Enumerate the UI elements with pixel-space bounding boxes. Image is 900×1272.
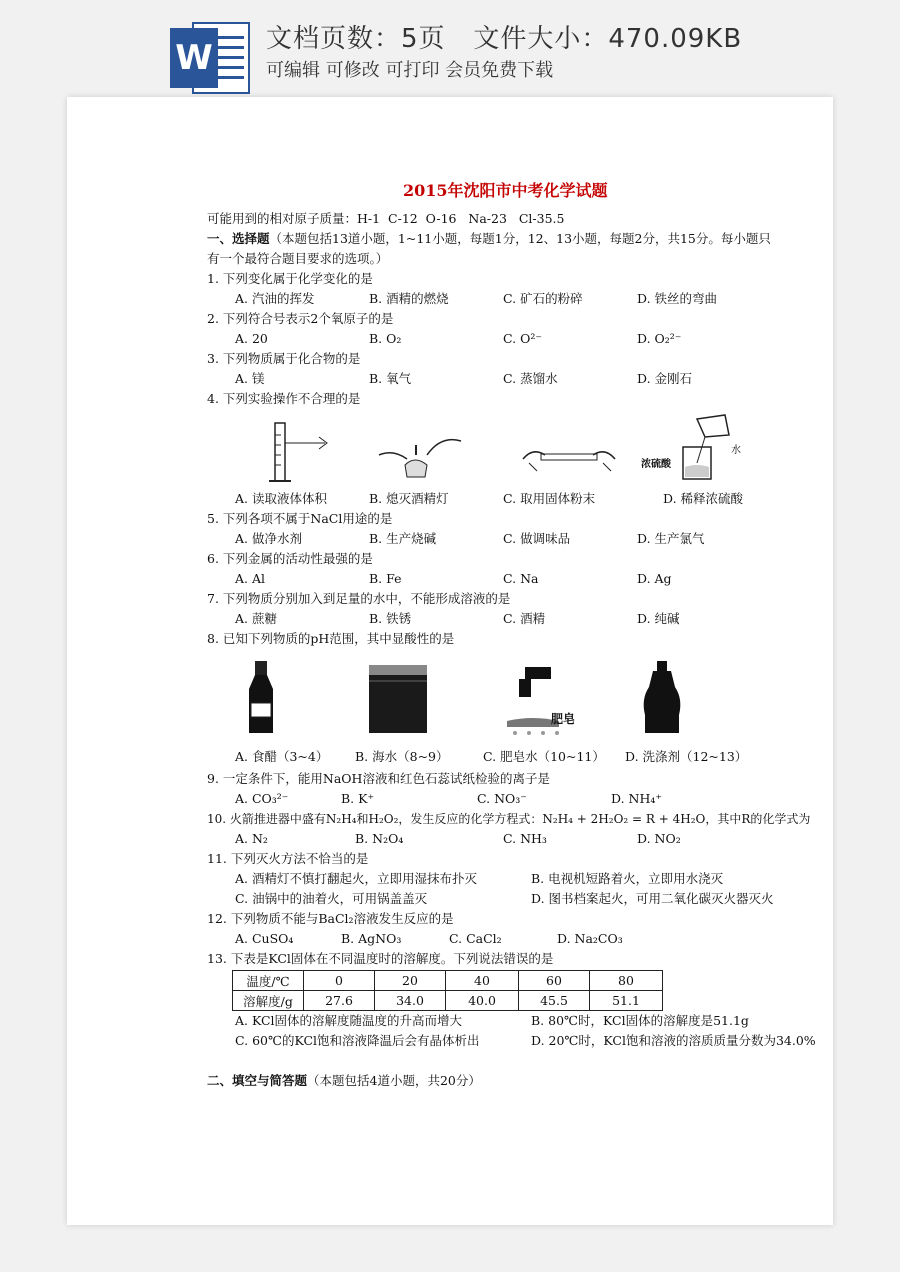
q1-option-b: B. 酒精的燃烧 bbox=[369, 291, 449, 306]
q12-option-a: A. CuSO₄ bbox=[235, 931, 294, 946]
vinegar-bottle-figure bbox=[241, 659, 281, 737]
q6-option-d: D. Ag bbox=[637, 571, 672, 586]
q12-option-c: C. CaCl₂ bbox=[449, 931, 502, 946]
table-cell: 60 bbox=[519, 971, 590, 991]
test-tube-powder-figure bbox=[519, 437, 619, 477]
q9-option-c: C. NO₃⁻ bbox=[477, 791, 527, 806]
q6-option-a: A. Al bbox=[235, 571, 265, 586]
table-cell: 40 bbox=[446, 971, 519, 991]
document-page bbox=[67, 97, 833, 1225]
q9-stem: 9. 一定条件下，能用NaOH溶液和红色石蕊试纸检验的离子是 bbox=[207, 771, 550, 786]
q7-stem: 7. 下列物质分别加入到足量的水中，不能形成溶液的是 bbox=[207, 591, 511, 606]
q12-option-b: B. AgNO₃ bbox=[341, 931, 402, 946]
q11-option-a: A. 酒精灯不慎打翻起火，立即用湿抹布扑灭 bbox=[235, 871, 477, 886]
q2-option-a: A. 20 bbox=[235, 331, 268, 346]
table-row bbox=[233, 991, 663, 1011]
table-cell: 34.0 bbox=[375, 991, 446, 1011]
seawater-figure bbox=[367, 663, 429, 735]
q1-option-a: A. 汽油的挥发 bbox=[235, 291, 315, 306]
file-features: 可编辑 可修改 可打印 会员免费下载 bbox=[266, 60, 554, 81]
concentrated-acid-label: 浓硫酸 bbox=[641, 459, 671, 470]
doc-title: 2015年沈阳市中考化学试题 bbox=[403, 181, 608, 200]
q8-option-b: B. 海水（8~9） bbox=[355, 749, 449, 764]
section1-heading: 一、选择题（本题包括13道小题，1~11小题，每题1分，12、13小题，每题2分，共15分。每小题只 bbox=[207, 231, 771, 246]
table-cell: 0 bbox=[304, 971, 375, 991]
q9-option-d: D. NH₄⁺ bbox=[611, 791, 662, 806]
q9-option-a: A. CO₃²⁻ bbox=[235, 791, 289, 806]
q6-option-b: B. Fe bbox=[369, 571, 402, 586]
q12-option-d: D. Na₂CO₃ bbox=[557, 931, 623, 946]
q3-option-d: D. 金刚石 bbox=[637, 371, 693, 386]
q5-option-d: D. 生产氯气 bbox=[637, 531, 705, 546]
q13-option-a: A. KCl固体的溶解度随温度的升高而增大 bbox=[235, 1013, 463, 1028]
q10-option-d: D. NO₂ bbox=[637, 831, 681, 846]
q5-stem: 5. 下列各项不属于NaCl用途的是 bbox=[207, 511, 393, 526]
q5-option-c: C. 做调味品 bbox=[503, 531, 571, 546]
q13-option-d: D. 20℃时，KCl饱和溶液的溶质质量分数为34.0% bbox=[531, 1033, 816, 1048]
q7-option-d: D. 纯碱 bbox=[637, 611, 680, 626]
q7-option-b: B. 铁锈 bbox=[369, 611, 412, 626]
download-banner bbox=[0, 0, 900, 96]
table-cell: 温度/℃ bbox=[233, 971, 304, 991]
table-cell: 40.0 bbox=[446, 991, 519, 1011]
q12-stem: 12. 下列物质不能与BaCl₂溶液发生反应的是 bbox=[207, 911, 454, 926]
file-info: 文档页数：5页 文件大小：470.09KB bbox=[266, 24, 743, 54]
table-cell: 45.5 bbox=[519, 991, 590, 1011]
q3-stem: 3. 下列物质属于化合物的是 bbox=[207, 351, 361, 366]
q13-option-b: B. 80℃时，KCl固体的溶解度是51.1g bbox=[531, 1013, 749, 1028]
q6-option-c: C. Na bbox=[503, 571, 539, 586]
q6-stem: 6. 下列金属的活动性最强的是 bbox=[207, 551, 373, 566]
q11-option-d: D. 图书档案起火，可用二氧化碳灭火器灭火 bbox=[531, 891, 774, 906]
q5-option-a: A. 做净水剂 bbox=[235, 531, 302, 546]
q4-option-a: A. 读取液体体积 bbox=[235, 491, 327, 506]
q3-option-c: C. 蒸馏水 bbox=[503, 371, 558, 386]
alcohol-lamp-figure bbox=[375, 425, 465, 485]
q13-stem: 13. 下表是KCl固体在不同温度时的溶解度。下列说法错误的是 bbox=[207, 951, 554, 966]
detergent-bottle-figure bbox=[639, 659, 685, 737]
q11-stem: 11. 下列灭火方法不恰当的是 bbox=[207, 851, 369, 866]
q8-option-c: C. 肥皂水（10~11） bbox=[483, 749, 605, 764]
kcl-solubility-table bbox=[232, 970, 663, 1011]
q4-stem: 4. 下列实验操作不合理的是 bbox=[207, 391, 361, 406]
q7-option-c: C. 酒精 bbox=[503, 611, 546, 626]
q7-option-a: A. 蔗糖 bbox=[235, 611, 277, 626]
q4-option-c: C. 取用固体粉末 bbox=[503, 491, 596, 506]
q10-stem: 10. 火箭推进器中盛有N₂H₄和H₂O₂，发生反应的化学方程式：N₂H₄ + 2H₂O₂ = R + 4H₂O，其中R的化学式为 bbox=[207, 812, 811, 826]
q2-stem: 2. 下列符合号表示2个氧原子的是 bbox=[207, 311, 394, 326]
table-cell: 51.1 bbox=[590, 991, 663, 1011]
q2-option-b: B. O₂ bbox=[369, 331, 402, 346]
q11-option-b: B. 电视机短路着火，立即用水浇灭 bbox=[531, 871, 724, 886]
q10-option-a: A. N₂ bbox=[235, 831, 268, 846]
q13-option-c: C. 60℃的KCl饱和溶液降温后会有晶体析出 bbox=[235, 1033, 480, 1048]
q1-option-d: D. 铁丝的弯曲 bbox=[637, 291, 718, 306]
q8-stem: 8. 已知下列物质的pH范围，其中显酸性的是 bbox=[207, 631, 455, 646]
q4-option-b: B. 熄灭酒精灯 bbox=[369, 491, 449, 506]
q8-option-a: A. 食醋（3~4） bbox=[235, 749, 329, 764]
table-cell: 80 bbox=[590, 971, 663, 991]
section1-desc: 有一个最符合题目要求的选项。） bbox=[207, 251, 389, 266]
water-label: 水 bbox=[731, 445, 741, 456]
q1-stem: 1. 下列变化属于化学变化的是 bbox=[207, 271, 373, 286]
q10-option-b: B. N₂O₄ bbox=[355, 831, 404, 846]
q4-option-d: D. 稀释浓硫酸 bbox=[663, 491, 744, 506]
q3-option-a: A. 镁 bbox=[235, 371, 265, 386]
q2-option-d: D. O₂²⁻ bbox=[637, 331, 682, 346]
atomic-masses: 可能用到的相对原子质量：H-1 C-12 O-16 Na-23 Cl-35.5 bbox=[207, 211, 565, 226]
table-row bbox=[233, 971, 663, 991]
q9-option-b: B. K⁺ bbox=[341, 791, 375, 806]
table-cell: 溶解度/g bbox=[233, 991, 304, 1011]
soap-label: 肥皂 bbox=[551, 712, 576, 726]
section2-heading: 二、填空与简答题（本题包括4道小题，共20分） bbox=[207, 1073, 481, 1088]
q5-option-b: B. 生产烧碱 bbox=[369, 531, 437, 546]
q8-option-d: D. 洗涤剂（12~13） bbox=[625, 749, 748, 764]
q10-option-c: C. NH₃ bbox=[503, 831, 547, 846]
word-document-icon: W bbox=[170, 22, 252, 94]
q11-option-c: C. 油锅中的油着火，可用锅盖盖灭 bbox=[235, 891, 428, 906]
q2-option-c: C. O²⁻ bbox=[503, 331, 542, 346]
q1-option-c: C. 矿石的粉碎 bbox=[503, 291, 583, 306]
graduated-cylinder-figure bbox=[267, 415, 337, 485]
table-cell: 20 bbox=[375, 971, 446, 991]
q3-option-b: B. 氧气 bbox=[369, 371, 412, 386]
table-cell: 27.6 bbox=[304, 991, 375, 1011]
